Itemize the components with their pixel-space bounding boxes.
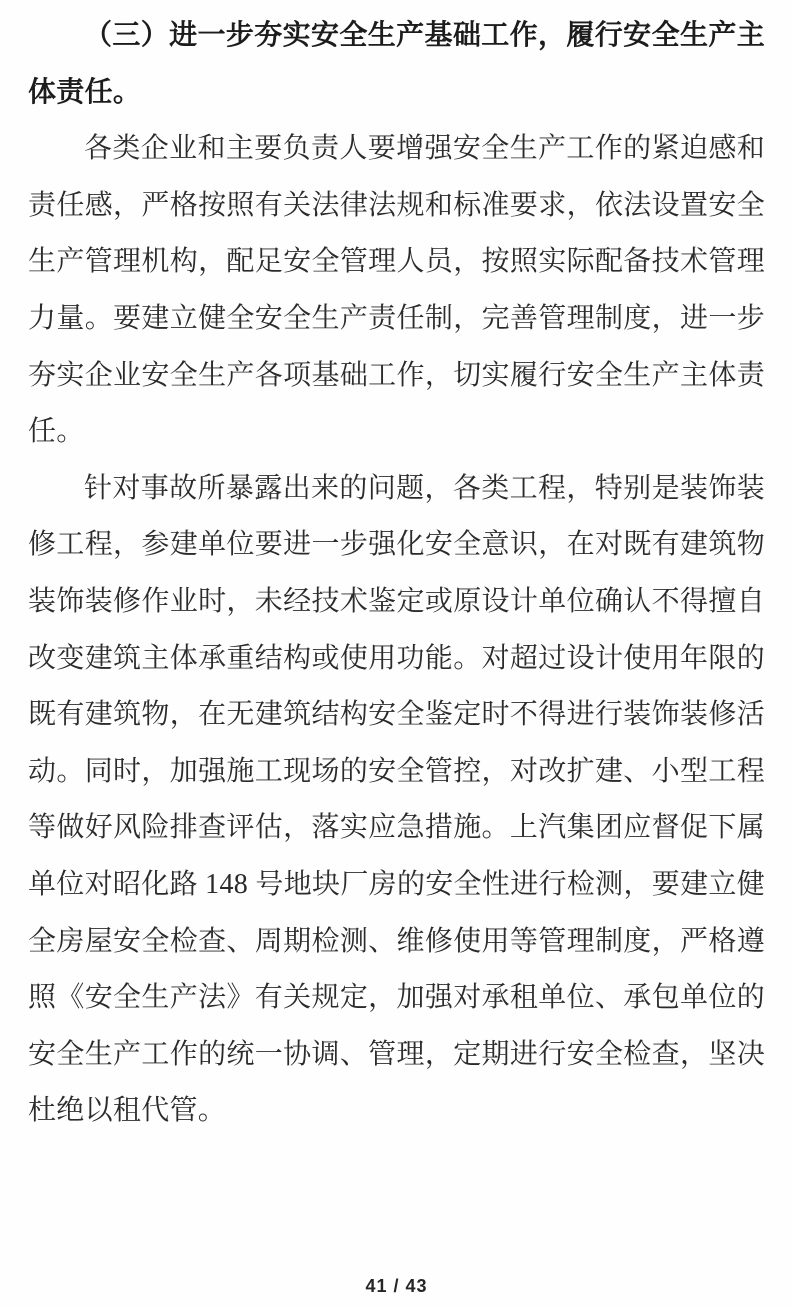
body-paragraph-2: 针对事故所暴露出来的问题，各类工程，特别是装饰装修工程，参建单位要进一步强化安全意识，在对既有建筑物装饰装修作业时，未经技术鉴定或原设计单位确认不得擅自改变建筑主体承重结构或使用功能。对超过设计使用年限的既有建筑物，在无建筑结构安全鉴定时不得进行装饰装修活动。同时，加强施工现场的安全管控，对改扩建、小型工程等做好风险排查评估，落实应急措施。上汽集团应督促下属单位对昭化路 148 号地块厂房的安全性进行检测，要建立健全房屋安全检查、周期检测、维修使用等管理制度，严格遵照《安全生产法》有关规定，加强对承租单位、承包单位的安全生产工作的统一协调、管理，定期进行安全检查，坚决杜绝以租代管。 (28, 472, 765, 1127)
page-number: 41 / 43 (365, 1276, 428, 1296)
section-heading: （三）进一步夯实安全生产基础工作，履行安全生产主体责任。 (28, 20, 765, 108)
body-paragraph-1: 各类企业和主要负责人要增强安全生产工作的紧迫感和责任感，严格按照有关法律法规和标准要求，依法设置安全生产管理机构，配足安全管理人员，按照实际配备技术管理力量。要建立健全安全生产责任制，完善管理制度，进一步夯实企业安全生产各项基础工作，切实履行安全生产主体责任。 (28, 133, 765, 448)
